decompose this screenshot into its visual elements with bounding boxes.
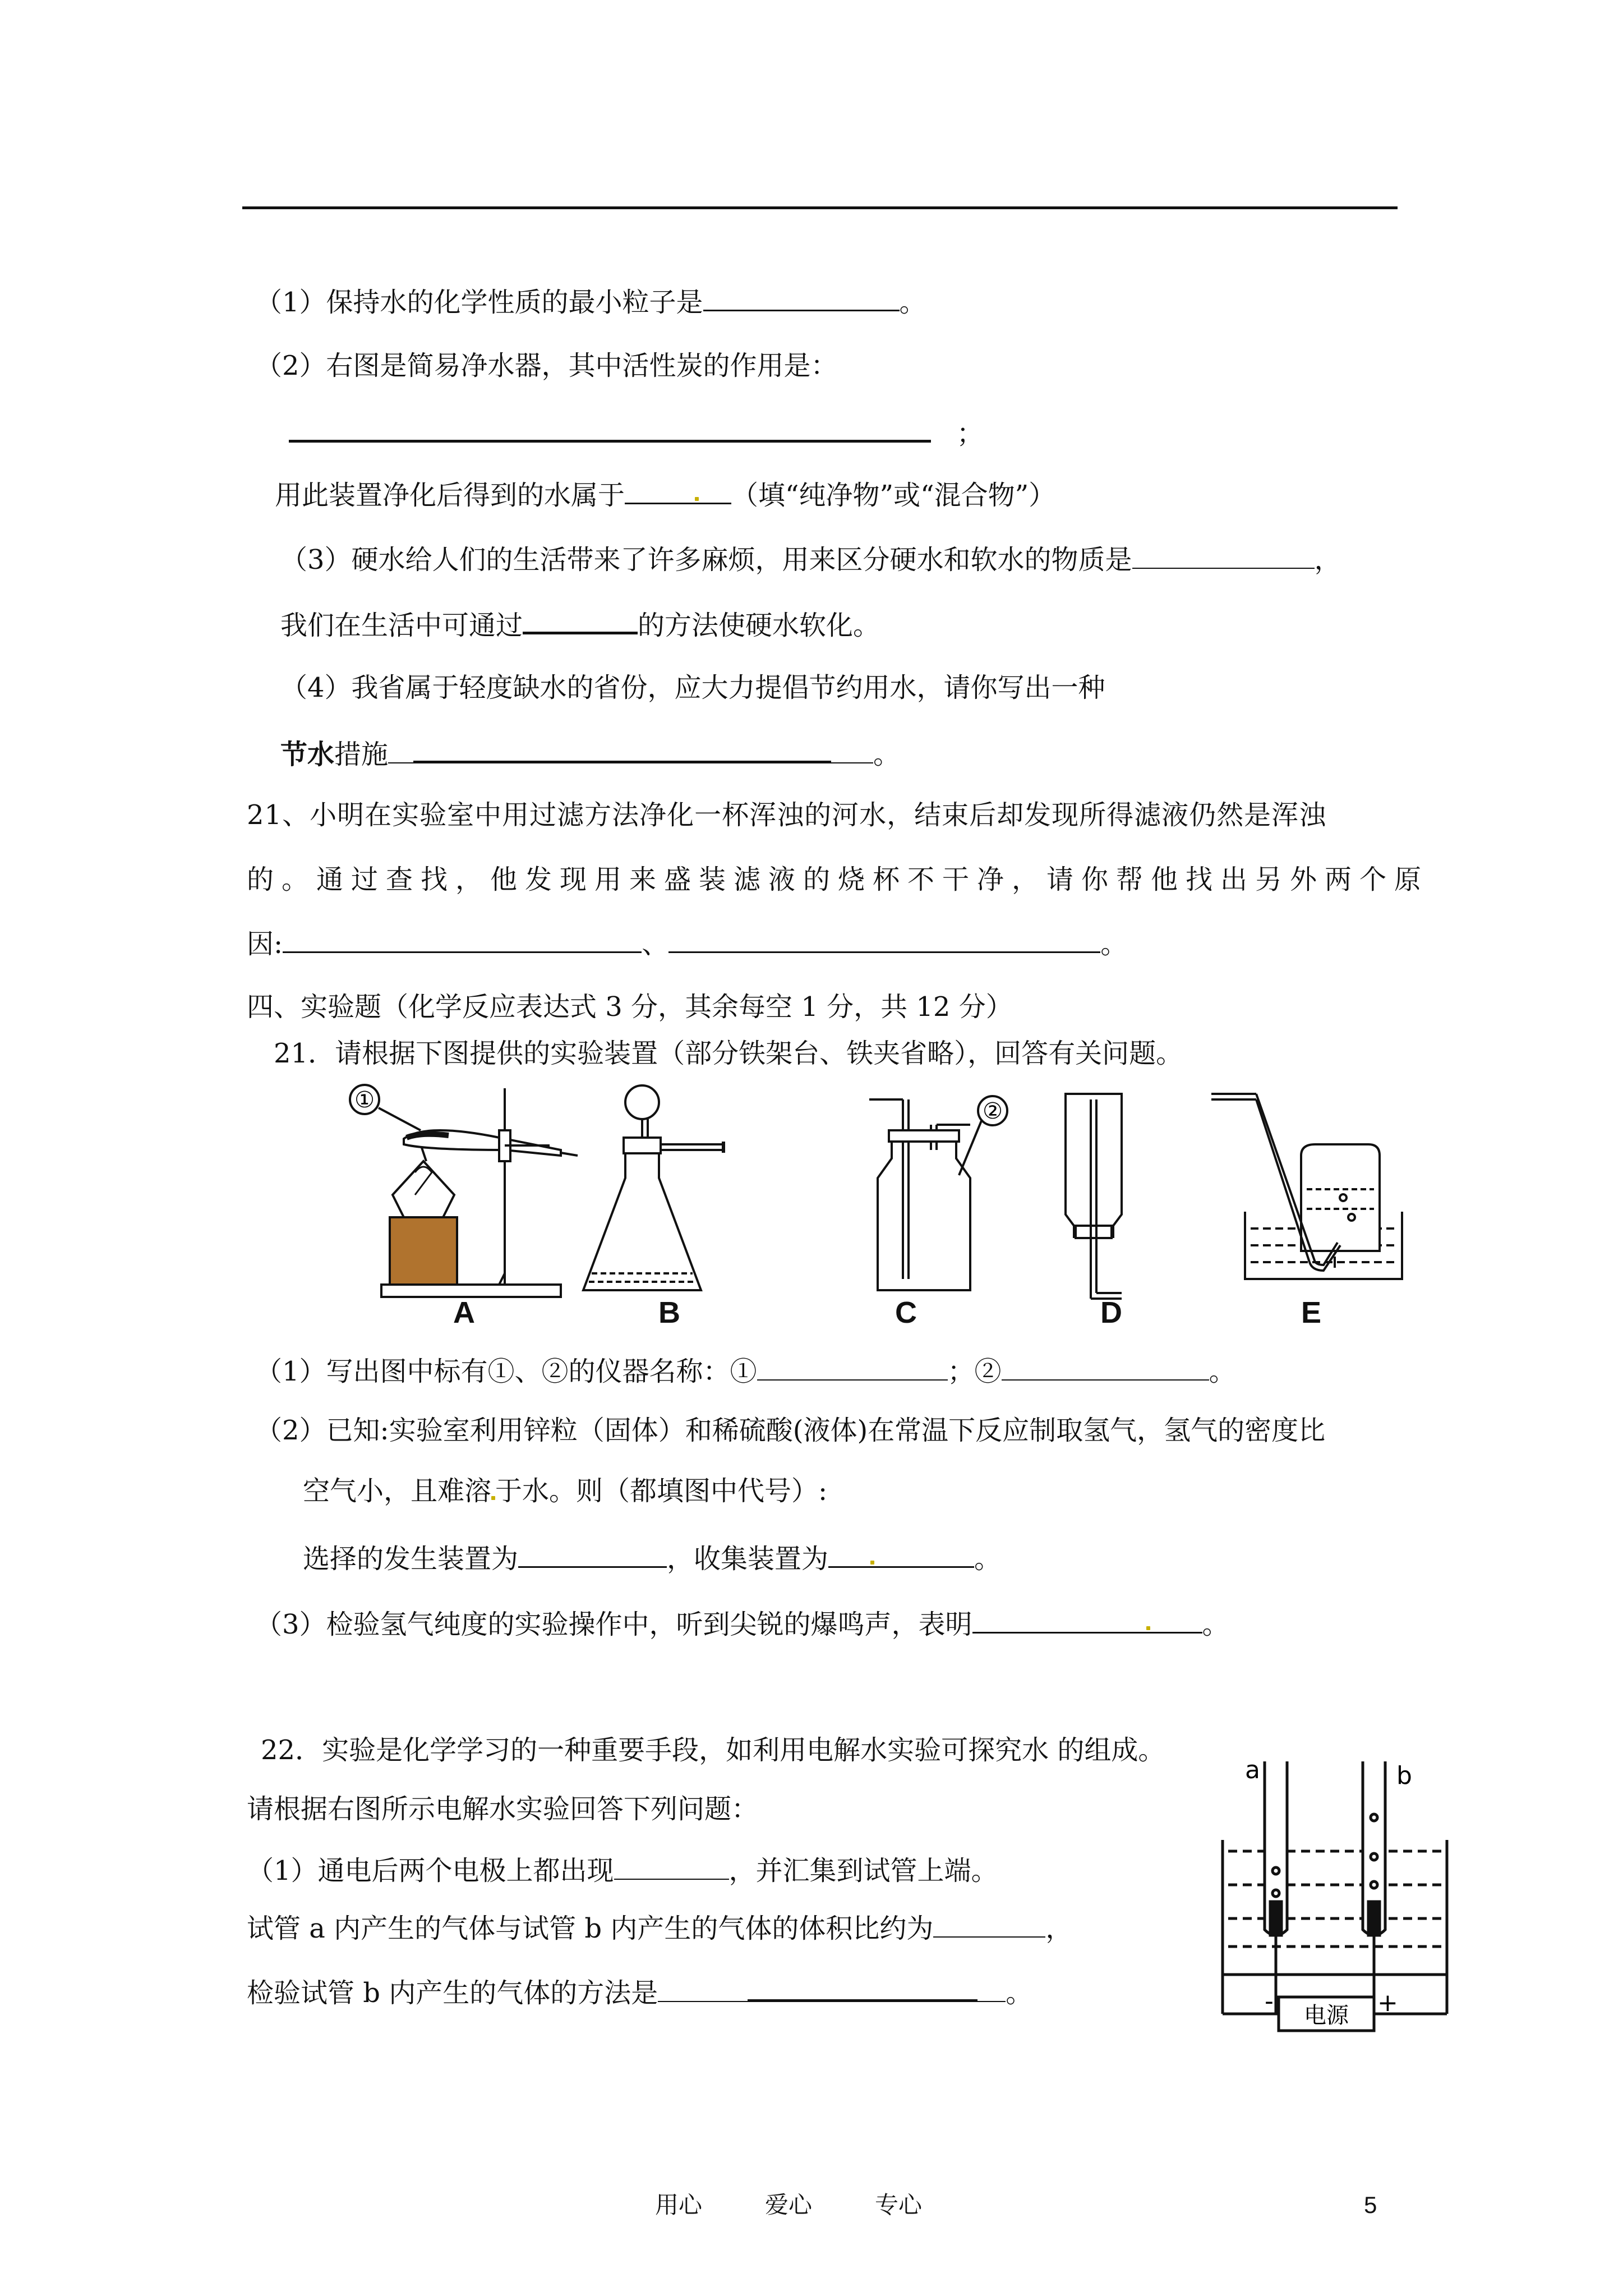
plus-sign: + (1377, 1989, 1398, 2017)
answer-blank-volume-ratio[interactable] (933, 1912, 1045, 1938)
answer-blank-purity[interactable] (972, 1607, 1202, 1634)
q21-filter-line3: 因: 、 。 (247, 927, 1127, 961)
water-q1: （1）保持水的化学性质的最小粒子是 。 (255, 285, 926, 319)
q21-filter-line1: 21、小明在实验室中用过滤方法净化一杯浑浊的河水，结束后却发现所得滤液仍然是浑浊 (247, 799, 1327, 831)
apparatus-q2-line1: （2）已知:实验室利用锌粒（固体）和稀硫酸(液体)在常温下反应制取氢气，氢气的密度比 (255, 1415, 1326, 1446)
water-q3: （3）硬水给人们的生活带来了许多麻烦，用来区分硬水和软水的物质是 ， (280, 544, 1341, 576)
water-q4: （4）我省属于轻度缺水的省份，应大力提倡节约用水，请你写出一种 (280, 672, 1105, 703)
apparatus-b (583, 1085, 723, 1290)
mark-dot (870, 1561, 874, 1565)
water-q3b: 我们在生活中可通过 的方法使硬水软化。 (280, 607, 880, 642)
mark-dot (491, 1496, 495, 1500)
answer-blank-water-saving[interactable] (413, 736, 831, 763)
electrolysis-figure (1211, 1750, 1458, 2042)
water-q2-answer-line: ； (289, 415, 984, 450)
answer-blank-instrument-2[interactable] (1002, 1355, 1209, 1381)
q22-line5: 检验试管 b 内产生的气体的方法是 。 (247, 1975, 1032, 2010)
answer-blank-smallest-particle[interactable] (703, 285, 900, 311)
fig-label-e: E (1301, 1296, 1322, 1329)
apparatus-c (869, 1096, 1007, 1290)
apparatus-q3: （3）检验氢气纯度的实验操作中，听到尖锐的爆鸣声，表明 。 (255, 1607, 1229, 1641)
answer-blank-test-method[interactable] (748, 1975, 978, 2002)
apparatus-q2-line2: 空气小，且难溶 于水。则（都填图中代号）: (303, 1475, 828, 1507)
tube-b-label: b (1396, 1761, 1412, 1790)
q22-line1: 22．实验是化学学习的一种重要手段，如利用电解水实验可探究水 的组成。 (261, 1734, 1165, 1766)
apparatus-a (350, 1085, 578, 1297)
section4-heading: 四、实验题（化学反应表达式 3 分，其余每空 1 分，共 12 分） (247, 991, 1013, 1023)
mark-dot (1146, 1626, 1150, 1630)
answer-blank-distinguish-hard-water[interactable] (1132, 543, 1315, 569)
answer-blank-water-type[interactable] (625, 478, 731, 504)
footer-mid: 爱心 (765, 2191, 813, 2219)
answer-blank-soften-method[interactable] (523, 607, 638, 634)
fig-label-a: A (453, 1296, 475, 1329)
answer-blank-instrument-1[interactable] (757, 1355, 948, 1381)
minus-sign: - (1265, 1987, 1274, 2016)
page-number: 5 (1364, 2192, 1377, 2218)
fig-label-d: D (1100, 1296, 1122, 1329)
tube-a-label: a (1245, 1756, 1260, 1784)
water-q2b: 用此装置净化后得到的水属于 （填“纯净物”或“混合物”） (275, 478, 1055, 512)
answer-blank-activated-carbon[interactable] (289, 415, 931, 443)
power-source-label: 电源 (1304, 2003, 1349, 2028)
q22-line2: 请根据右图所示电解水实验回答下列问题： (247, 1793, 759, 1825)
q21-apparatus-intro: 21．请根据下图提供的实验装置（部分铁架台、铁夹省略），回答有关问题。 (274, 1038, 1183, 1069)
apparatus-q1: （1）写出图中标有①、②的仪器名称：① ；② 。 (255, 1356, 1236, 1387)
apparatus-d (1066, 1094, 1122, 1299)
apparatus-e (1211, 1094, 1402, 1279)
footer-left: 用心 (655, 2191, 703, 2219)
q21-filter-line2: 的。通过查找，他发现用来盛装滤液的烧杯不干净，请你帮他找出另外两个原 (247, 864, 1430, 895)
fig-label-c: C (895, 1296, 917, 1329)
water-q2: （2）右图是简易净水器，其中活性炭的作用是： (255, 350, 838, 381)
answer-blank-bubbles[interactable] (614, 1854, 729, 1880)
apparatus-figure (336, 1077, 1402, 1335)
mark-2-label: ② (983, 1098, 1003, 1124)
footer-right: 专心 (875, 2191, 923, 2219)
water-q4b: 节水措施 。 (280, 736, 900, 771)
answer-blank-reason-2[interactable] (668, 927, 1100, 953)
answer-blank-generator[interactable] (518, 1542, 667, 1568)
q22-line4: 试管 a 内产生的气体与试管 b 内产生的气体的体积比约为 ， (247, 1913, 1073, 1944)
mark-dot (695, 497, 699, 501)
q22-line3: （1）通电后两个电极上都出现 ，并汇集到试管上端。 (247, 1855, 998, 1887)
fig-label-b: B (658, 1296, 680, 1329)
header-rule (242, 206, 1398, 209)
answer-blank-reason-1[interactable] (283, 927, 642, 953)
mark-1-label: ① (354, 1087, 375, 1113)
apparatus-q2-line3: 选择的发生装置为 ，收集装置为 。 (303, 1542, 1001, 1576)
answer-blank-collector[interactable] (828, 1542, 974, 1568)
